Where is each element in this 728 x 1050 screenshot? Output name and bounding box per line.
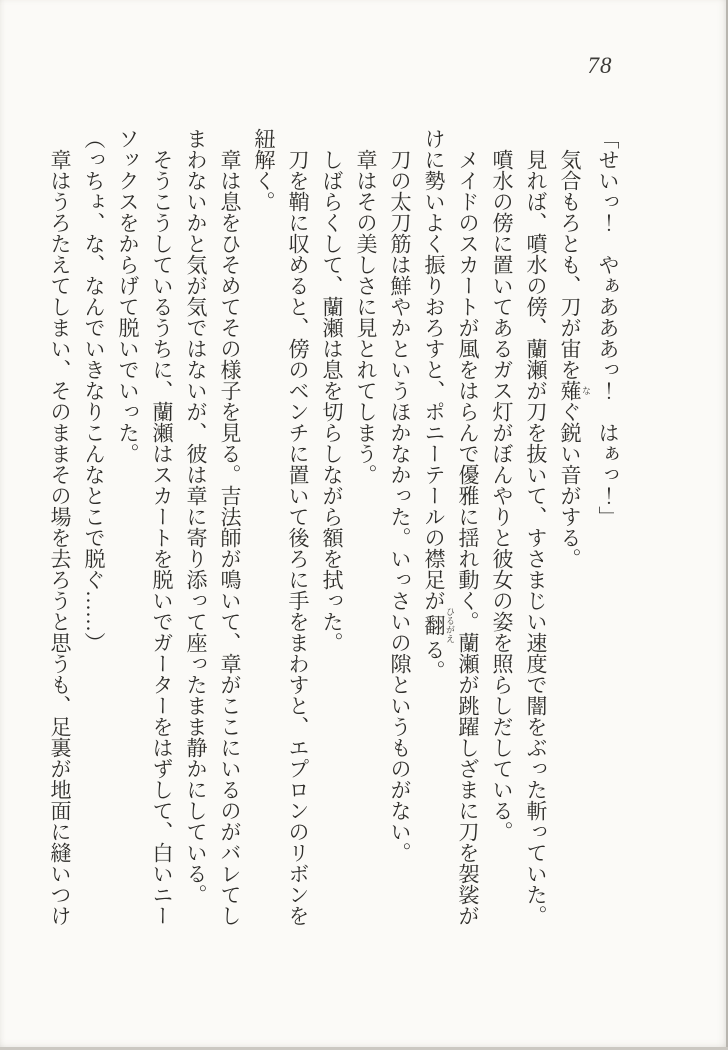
paragraph: （っちょ、な、なんでいきなりこんなとこで脱ぐ……） [82,128,106,653]
paragraph: 「せいっ！ やぁあああっ！ はぁっ！」 [596,128,620,527]
paragraph: 章は息をひそめてその様子を見る。吉法師が鳴いて、章がここにいるのがバレてしまわないかと気が気ではないが、彼は章に寄り添って座ったまま静かにしている。 [184,128,242,926]
paragraph: 噴水の傍に置いてあるガス灯がぼんやりと彼女の姿を照らしだしている。 [490,149,514,842]
ruby-annotated-text: 翻 ひるがえ [422,607,455,643]
page-number: 78 [587,53,613,78]
paragraph: 章はその美しさに見とれてしまう。 [354,149,378,485]
paragraph: 気合もろとも、刀が宙を薙 なぐ鋭い音がする。 [558,149,591,569]
paragraph: そうこうしているうちに、蘭瀬はスカートを脱いでガーターをはずして、白いニーソックスをからげて脱いでいった。 [116,128,174,926]
paragraph: メイドのスカートが風をはらんで優雅に揺れ動く。蘭瀬が跳躍しざまに刀を袈裟がけに勢いよく振りおろすと、ポニーテールの襟足が翻 ひるがえる。 [422,128,480,926]
paragraph: しばらくして、蘭瀬は息を切らしながら額を拭った。 [320,149,344,653]
paragraph: 刀の太刀筋は鮮やかというほかなかった。いっさいの隙というものがない。 [388,149,412,863]
paragraph: 章はうろたえてしまい、そのままその場を去ろうと思うも、足裏が地面に縫いつけ [48,149,72,926]
paragraph: 刀を鞘に収めると、傍のベンチに置いて後ろに手をまわすと、エプロンのリボンを紐解く。 [252,128,310,926]
paragraph: 見れば、噴水の傍、蘭瀬が刀を抜いて、すさまじい速度で闇をぶった斬っていた。 [524,149,548,926]
body-text [47,128,625,928]
ruby-annotated-text: 薙 な [558,380,591,401]
